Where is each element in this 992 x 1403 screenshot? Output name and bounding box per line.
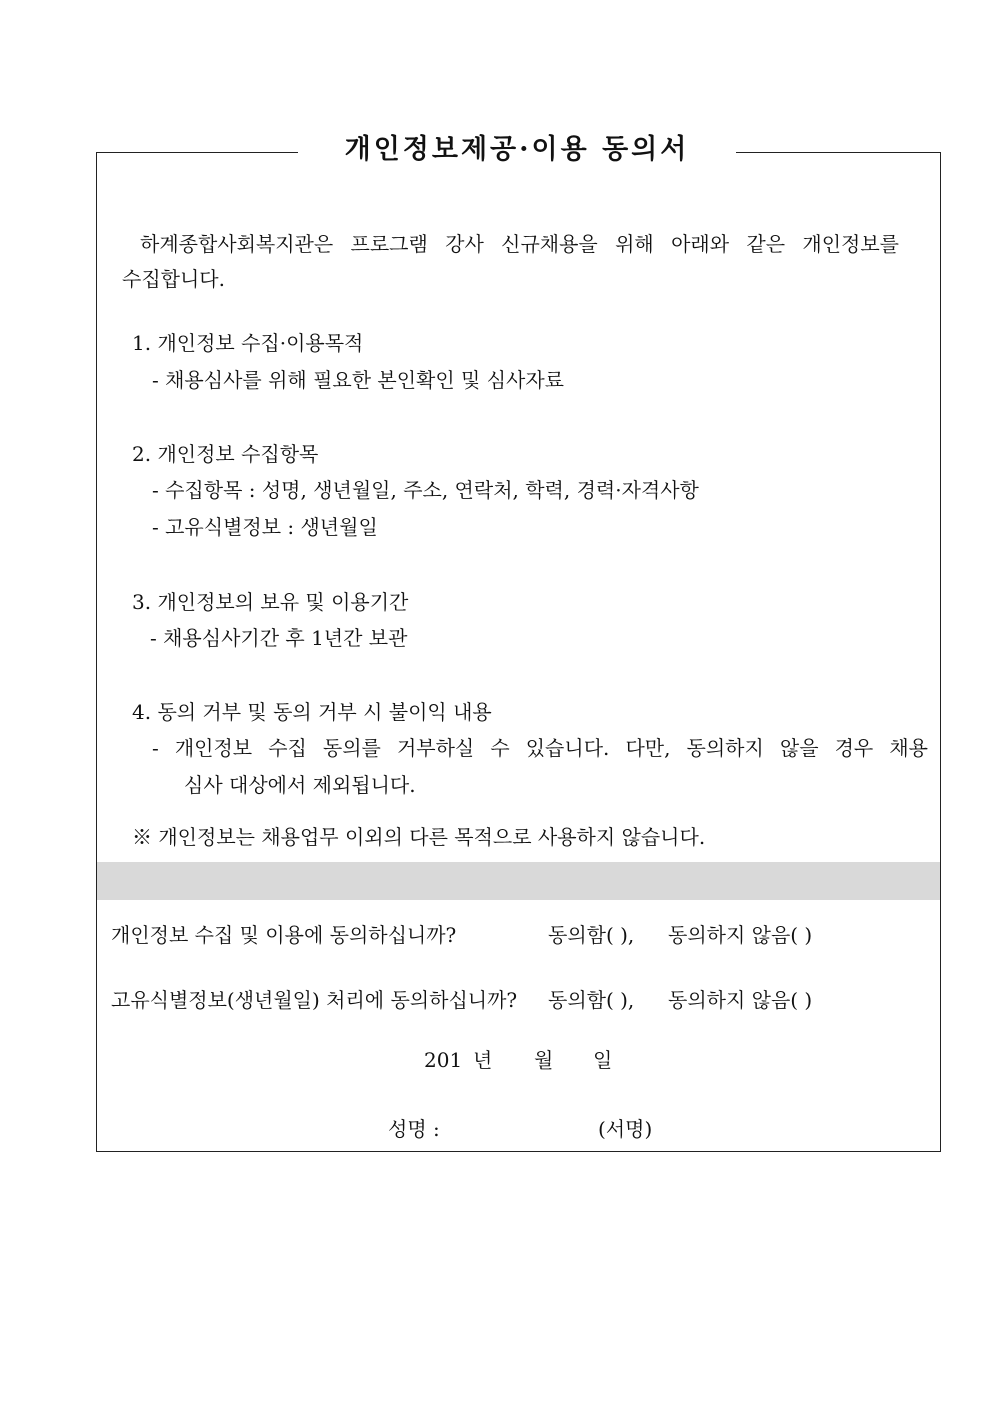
date-month-unit: 월: [534, 1048, 554, 1072]
section-4-item-2: 심사 대상에서 제외됩니다.: [184, 773, 416, 797]
date-year[interactable]: 201: [424, 1048, 463, 1072]
consent-agree-1[interactable]: 동의함( ),: [548, 923, 635, 947]
section-4-heading: 4. 동의 거부 및 동의 거부 시 불이익 내용: [132, 700, 492, 724]
section-2-item-2: - 고유식별정보 : 생년월일: [152, 515, 378, 539]
intro-line-2: 수집합니다.: [122, 267, 225, 291]
signature-sign-label: (서명): [598, 1117, 653, 1141]
section-3-heading: 3. 개인정보의 보유 및 이용기간: [132, 590, 409, 614]
section-3-item: - 채용심사기간 후 1년간 보관: [150, 626, 408, 650]
document-title: 개인정보제공·이용 동의서: [344, 134, 690, 165]
section-1-heading: 1. 개인정보 수집·이용목적: [132, 331, 364, 355]
section-4-item-1: - 개인정보 수집 동의를 거부하실 수 있습니다. 다만, 동의하지 않을 경우 채용: [152, 736, 928, 760]
consent-agree-2[interactable]: 동의함( ),: [548, 988, 635, 1012]
section-2-heading: 2. 개인정보 수집항목: [132, 442, 319, 466]
intro-line-1: 하계종합사회복지관은 프로그램 강사 신규채용을 위해 아래와 같은 개인정보를: [140, 232, 899, 256]
date-year-unit: 년: [473, 1048, 493, 1072]
consent-question-1: 개인정보 수집 및 이용에 동의하십니까?: [111, 923, 457, 947]
section-1-item: - 채용심사를 위해 필요한 본인확인 및 심사자료: [152, 368, 564, 392]
signature-name-label: 성명 :: [388, 1117, 440, 1141]
section-2-item-1: - 수집항목 : 성명, 생년월일, 주소, 연락처, 학력, 경력·자격사항: [152, 478, 699, 502]
consent-disagree-2[interactable]: 동의하지 않음( ): [668, 988, 813, 1012]
consent-disagree-1[interactable]: 동의하지 않음( ): [668, 923, 813, 947]
divider-band: [97, 862, 940, 900]
privacy-note: ※ 개인정보는 채용업무 이외의 다른 목적으로 사용하지 않습니다.: [132, 825, 706, 849]
date-day-unit: 일: [593, 1048, 613, 1072]
consent-question-2: 고유식별정보(생년월일) 처리에 동의하십니까?: [111, 988, 518, 1012]
